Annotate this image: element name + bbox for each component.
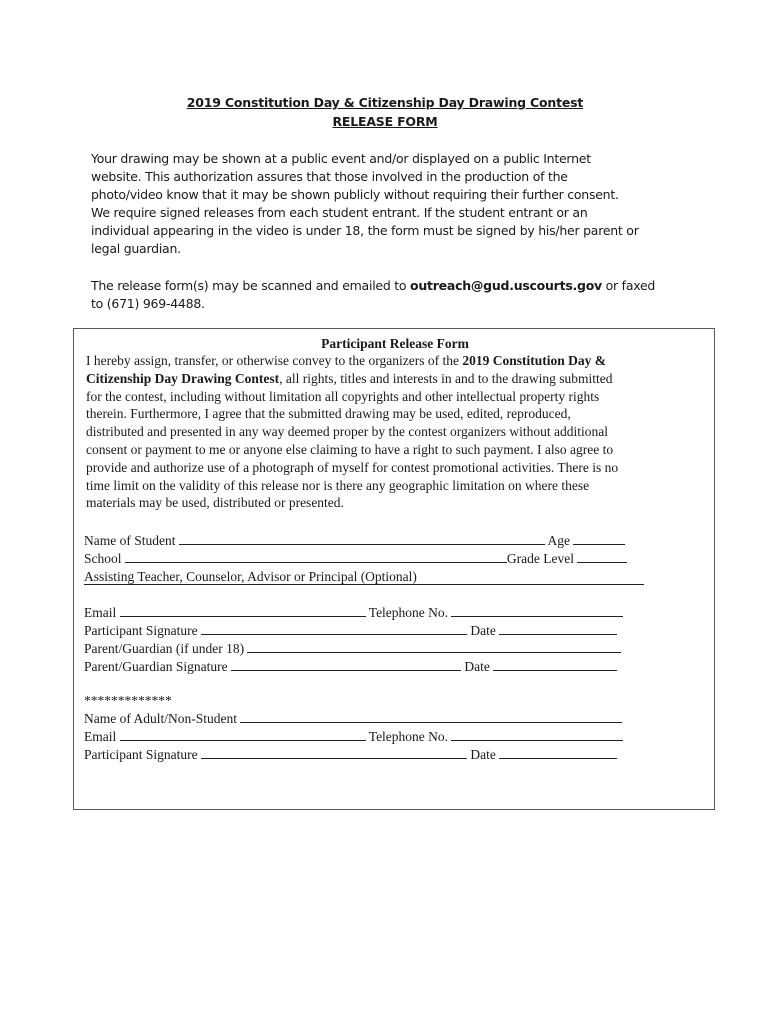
assisting-teacher-label: Assisting Teacher, Counselor, Advisor or Principal (Optional) (84, 569, 417, 584)
submission-text: The release form(s) may be scanned and emailed to (91, 278, 411, 293)
grade-level-label: Grade Level (506, 551, 574, 566)
age-field[interactable] (573, 532, 625, 545)
release-line: time limit on the validity of this release nor is there any geographic limitation on where these (86, 477, 590, 493)
school-field[interactable] (125, 550, 507, 563)
email-label: Email (84, 605, 117, 620)
school-label: School (84, 551, 122, 566)
fax-line: to (671) 969-4488. (91, 296, 205, 311)
document-title: 2019 Constitution Day & Citizenship Day Drawing Contest (186, 95, 584, 110)
adult-signature-field[interactable] (201, 746, 467, 759)
release-line: materials may be used, distributed or presented. (86, 495, 344, 511)
email-row (84, 604, 623, 622)
age-label: Age (547, 533, 570, 548)
telephone-label: Telephone No. (368, 605, 449, 620)
contest-name-bold: Citizenship Day Drawing Contest (86, 370, 280, 386)
submission-text-tail: or faxed (601, 278, 656, 293)
participant-signature-label: Participant Signature (84, 623, 198, 638)
release-line: consent or payment to me or anyone else claiming to have a right to such payment. I also agree to (86, 441, 614, 457)
parent-guardian-field[interactable] (247, 640, 621, 653)
assisting-teacher-field[interactable] (84, 584, 644, 585)
parent-guardian-label: Parent/Guardian (if under 18) (84, 641, 245, 656)
intro-paragraph (91, 150, 691, 258)
participant-signature-field[interactable] (201, 622, 467, 635)
email-label: Email (84, 729, 117, 744)
participant-signature-label: Participant Signature (84, 747, 198, 762)
intro-line: legal guardian. (91, 241, 181, 256)
release-form-body (86, 352, 698, 512)
guardian-date-field[interactable] (493, 658, 617, 671)
date-label: Date (464, 659, 490, 674)
name-of-student-row (84, 532, 625, 550)
date-field[interactable] (499, 622, 617, 635)
date-label: Date (470, 747, 496, 762)
telephone-label: Telephone No. (368, 729, 449, 744)
submission-line (91, 277, 691, 295)
parent-guardian-signature-field[interactable] (231, 658, 461, 671)
adult-signature-row (84, 746, 617, 764)
name-of-student-label: Name of Student (84, 533, 176, 548)
release-text: I hereby assign, transfer, or otherwise convey to the organizers of the (86, 353, 463, 368)
intro-line: Your drawing may be shown at a public event and/or displayed on a public Internet (91, 151, 591, 166)
document-subtitle: RELEASE FORM (332, 114, 438, 129)
contest-name-bold: 2019 Constitution Day & (462, 353, 606, 368)
name-of-adult-field[interactable] (240, 710, 622, 723)
name-of-student-field[interactable] (179, 532, 545, 545)
participant-signature-row (84, 622, 617, 640)
release-text: , all rights, titles and interests in and to the drawing submitted (279, 370, 613, 386)
email-field[interactable] (120, 604, 366, 617)
name-of-adult-label: Name of Adult/Non-Student (84, 711, 237, 726)
release-line: for the contest, including without limitation all copyrights and other intellectual property rights (86, 388, 600, 404)
release-line: therein. Furthermore, I agree that the submitted drawing may be used, edited, reproduced, (86, 406, 571, 422)
name-of-adult-row (84, 710, 622, 728)
telephone-field[interactable] (451, 604, 623, 617)
release-line (86, 352, 698, 370)
participant-release-form-box (73, 328, 715, 810)
parent-guardian-row (84, 640, 621, 658)
adult-email-row (84, 728, 623, 746)
intro-line: website. This authorization assures that those involved in the production of the (91, 169, 568, 184)
release-line: provide and authorize use of a photograph of myself for contest promotional activities. There is no (86, 459, 619, 475)
school-row (84, 550, 627, 568)
grade-level-field[interactable] (577, 550, 627, 563)
submission-paragraph (91, 277, 691, 313)
parent-guardian-signature-label: Parent/Guardian Signature (84, 659, 228, 674)
adult-email-field[interactable] (120, 728, 366, 741)
intro-line: We require signed releases from each student entrant. If the student entrant or an (91, 205, 588, 220)
release-form-title: Participant Release Form (321, 336, 469, 351)
intro-line: individual appearing in the video is under 18, the form must be signed by his/her parent or (91, 223, 639, 238)
release-line: distributed and presented in any way deemed proper by the contest organizers without additional (86, 424, 608, 440)
section-separator: ************* (84, 693, 172, 708)
adult-telephone-field[interactable] (451, 728, 623, 741)
date-label: Date (470, 623, 496, 638)
intro-line: photo/video know that it may be shown publicly without requiring their further consent. (91, 187, 619, 202)
contact-email: outreach@gud.uscourts.gov (410, 278, 602, 293)
adult-date-field[interactable] (499, 746, 617, 759)
release-line (86, 370, 698, 388)
parent-guardian-signature-row (84, 658, 617, 676)
